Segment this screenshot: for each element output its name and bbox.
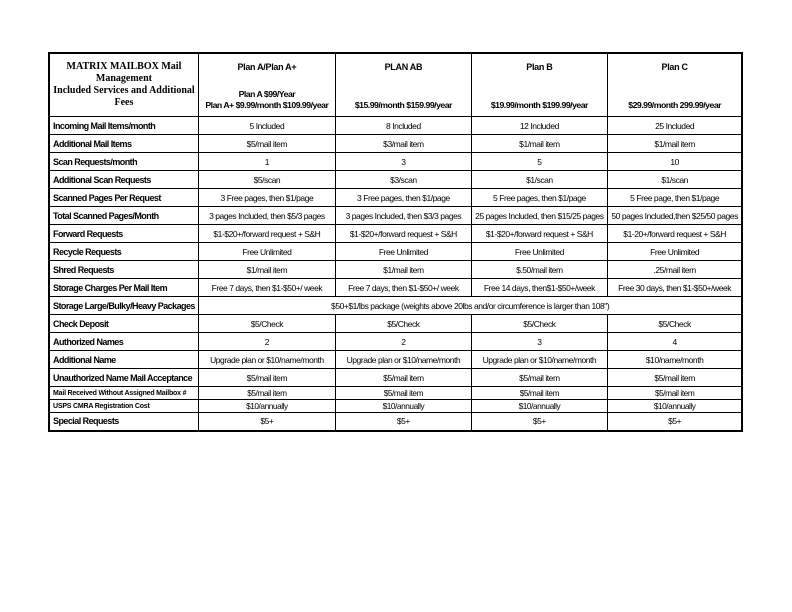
cell-value: $5+ [335,413,471,431]
cell-value: 2 [198,333,335,351]
cell-value: $5+ [607,413,742,431]
cell-value: $5/mail item [198,369,335,387]
cell-value: $5/mail item [607,387,742,400]
cell-value: 8 Included [335,117,471,135]
table-title-line1: MATRIX MAILBOX Mail Management [66,61,182,84]
table-row-storage-charges [49,279,742,297]
column-header-plan-a [198,53,335,117]
cell-value: $10/annually [471,400,607,413]
table-row-total-scanned-pages [49,207,742,225]
column-header-plan-ab [335,53,471,117]
cell-value: Free 30 days, then $1-$50+/week [607,279,742,297]
table-row-additional-name [49,351,742,369]
cell-value: 12 Included [471,117,607,135]
cell-value: $3/mail item [335,135,471,153]
plan-c-rates: $29.99/month 299.99/year [628,100,722,110]
cell-value: Free Unlimited [335,243,471,261]
plan-ab-name: PLAN AB [384,62,423,72]
row-label: USPS CMRA Registration Cost [49,400,198,413]
cell-value: $5/Check [335,315,471,333]
cell-value: $1/mail item [198,261,335,279]
row-label: Scanned Pages Per Request [49,189,198,207]
cell-value: $5/scan [198,171,335,189]
cell-value-merged: $50+$1/lbs package (weights above 20lbs and/or circumference is larger than 108") [198,297,742,315]
table-row-unauthorized-name-mail [49,369,742,387]
cell-value: $5/mail item [471,369,607,387]
cell-value: Upgrade plan or $10/name/month [335,351,471,369]
cell-value: $5/Check [471,315,607,333]
table-row-special-requests [49,413,742,431]
cell-value: $1/mail item [471,135,607,153]
cell-value: Free 7 days, then $1-$50+/ week [335,279,471,297]
cell-value: $5/mail item [335,369,471,387]
cell-value: $1-$20+/forward request + S&H [335,225,471,243]
cell-value: $1/mail item [335,261,471,279]
cell-value: $5/mail item [198,387,335,400]
cell-value: 50 pages Included,then $25/50 pages [607,207,742,225]
table-title-line2: Included Services and Additional Fees [53,85,195,108]
cell-value: $5+ [198,413,335,431]
cell-value: $1/scan [607,171,742,189]
row-label: Storage Charges Per Mail Item [49,279,198,297]
plan-ab-rates: $15.99/month $159.99/year [354,100,452,110]
table-header-row [49,53,742,117]
cell-value: $1/scan [471,171,607,189]
plan-a-rates [205,89,328,111]
cell-value: 3 Free pages, then $1/page [335,189,471,207]
cell-value: Free Unlimited [607,243,742,261]
table-row-check-deposit [49,315,742,333]
cell-value: 3 pages Included, then $3/3 pages [335,207,471,225]
cell-value: $5/mail item [335,387,471,400]
table-row-shred-requests [49,261,742,279]
row-label: Check Deposit [49,315,198,333]
table-row-incoming-mail-items [49,117,742,135]
cell-value: 5 [471,153,607,171]
cell-value: $5/mail item [607,369,742,387]
table-title-cell [49,53,198,117]
cell-value: 2 [335,333,471,351]
cell-value: 3 Free pages, then $1/page [198,189,335,207]
cell-value: $10/annually [198,400,335,413]
table-row-usps-cmra-registration [49,400,742,413]
row-label: Additional Name [49,351,198,369]
cell-value: 3 pages Included, then $5/3 pages [198,207,335,225]
row-label: Authorized Names [49,333,198,351]
table-row-recycle-requests [49,243,742,261]
row-label: Additional Mail Items [49,135,198,153]
cell-value: Free Unlimited [198,243,335,261]
table-row-storage-large-packages [49,297,742,315]
table-row-mail-received-without-mailbox [49,387,742,400]
plan-a-rate-line2: Plan A+ $9.99/month $109.99/year [205,100,329,110]
row-label: Additional Scan Requests [49,171,198,189]
row-label: Shred Requests [49,261,198,279]
cell-value: $10/name/month [607,351,742,369]
plan-c-name: Plan C [661,62,688,72]
table-row-authorized-names [49,333,742,351]
cell-value: $3/scan [335,171,471,189]
cell-value: 3 [471,333,607,351]
cell-value: $1/mail item [607,135,742,153]
cell-value: $5+ [471,413,607,431]
cell-value: Free 7 days, then $1-$50+/ week [198,279,335,297]
plan-a-name: Plan A/Plan A+ [237,62,297,72]
cell-value: $1-20+/forward request + S&H [607,225,742,243]
cell-value: .25/mail item [607,261,742,279]
cell-value: 10 [607,153,742,171]
cell-value: Upgrade plan or $10/name/month [471,351,607,369]
row-label: Special Requests [49,413,198,431]
cell-value: $1-$20+/forward request + S&H [198,225,335,243]
cell-value: $5/Check [198,315,335,333]
cell-value: $10/annually [607,400,742,413]
row-label: Mail Received Without Assigned Mailbox # [49,387,198,400]
table-row-scanned-pages-per-request [49,189,742,207]
row-label: Total Scanned Pages/Month [49,207,198,225]
table-row-additional-mail-items [49,135,742,153]
cell-value: $5/Check [607,315,742,333]
cell-value: $5/mail item [198,135,335,153]
table-row-additional-scan-requests [49,171,742,189]
fee-schedule-table [48,52,743,432]
cell-value: 5 Free page, then $1/page [607,189,742,207]
cell-value: $10/annually [335,400,471,413]
cell-value: $1-$20+/forward request + S&H [471,225,607,243]
cell-value: Free Unlimited [471,243,607,261]
cell-value: Upgrade plan or $10/name/month [198,351,335,369]
cell-value: 1 [198,153,335,171]
row-label: Storage Large/Bulky/Heavy Packages [49,297,198,315]
cell-value: 5 Included [198,117,335,135]
table-row-forward-requests [49,225,742,243]
plan-a-rate-line1: Plan A $99/Year [238,89,296,99]
column-header-plan-b [471,53,607,117]
row-label: Unauthorized Name Mail Acceptance [49,369,198,387]
cell-value: $.50/mail item [471,261,607,279]
cell-value: 25 pages Included, then $15/25 pages [471,207,607,225]
row-label: Incoming Mail Items/month [49,117,198,135]
cell-value: 25 Included [607,117,742,135]
cell-value: 3 [335,153,471,171]
cell-value: 4 [607,333,742,351]
column-header-plan-c [607,53,742,117]
plan-b-name: Plan B [526,62,553,72]
plan-b-rates: $19.99/month $199.99/year [490,100,588,110]
cell-value: 5 Free pages, then $1/page [471,189,607,207]
row-label: Forward Requests [49,225,198,243]
row-label: Scan Requests/month [49,153,198,171]
cell-value: $5/mail item [471,387,607,400]
table-row-scan-requests [49,153,742,171]
cell-value: Free 14 days, then$1-$50+/week [471,279,607,297]
row-label: Recycle Requests [49,243,198,261]
